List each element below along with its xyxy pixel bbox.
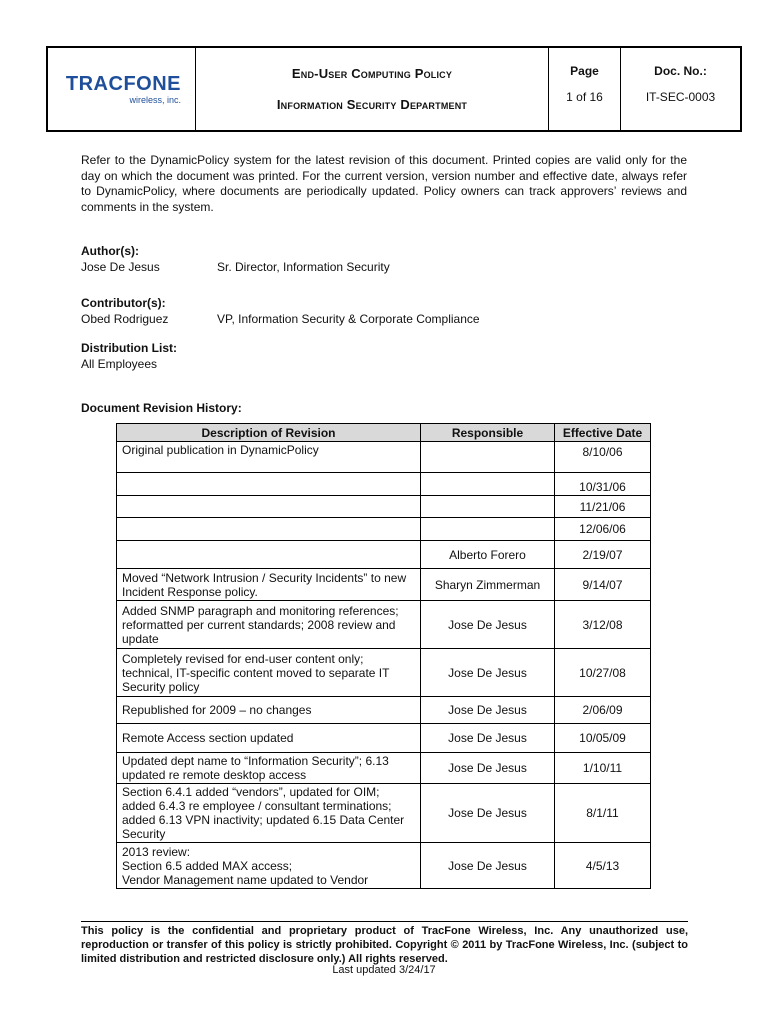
revision-date: 4/5/13 xyxy=(555,843,651,889)
revision-description xyxy=(117,541,421,569)
table-row xyxy=(117,601,651,649)
revision-responsible: Sharyn Zimmerman xyxy=(421,569,555,601)
logo xyxy=(48,48,196,130)
author-title: Sr. Director, Information Security xyxy=(217,260,390,274)
revision-responsible: Jose De Jesus xyxy=(421,724,555,753)
docno-cell xyxy=(621,48,740,130)
revision-responsible: Jose De Jesus xyxy=(421,649,555,697)
revision-date: 11/21/06 xyxy=(555,496,651,518)
table-row xyxy=(117,649,651,697)
distribution-label: Distribution List: xyxy=(81,341,177,355)
revision-history-title: Document Revision History: xyxy=(81,401,242,415)
revision-description: 2013 review: Section 6.5 added MAX access; Vendor Management name updated to Vendor xyxy=(117,843,421,889)
table-row xyxy=(117,541,651,569)
revision-date: 8/1/11 xyxy=(555,784,651,843)
contributors-label: Contributor(s): xyxy=(81,296,166,310)
column-header: Responsible xyxy=(421,424,555,442)
last-updated: Last updated 3/24/17 xyxy=(332,964,436,976)
revision-date: 9/14/07 xyxy=(555,569,651,601)
revision-responsible xyxy=(421,518,555,541)
revision-date: 10/27/08 xyxy=(555,649,651,697)
page-label: Page xyxy=(570,64,599,78)
author-name: Jose De Jesus xyxy=(81,260,160,274)
logo-subtext: wireless, inc. xyxy=(129,95,181,105)
table-row xyxy=(117,724,651,753)
table-row xyxy=(117,518,651,541)
contributor-row xyxy=(81,312,480,326)
revision-responsible: Alberto Forero xyxy=(421,541,555,569)
revision-date: 10/31/06 xyxy=(555,473,651,496)
footer-divider xyxy=(81,921,688,922)
revision-date: 2/19/07 xyxy=(555,541,651,569)
table-row xyxy=(117,496,651,518)
revision-description: Moved “Network Intrusion / Security Incidents” to new Incident Response policy. xyxy=(117,569,421,601)
page-number: 1 of 16 xyxy=(566,90,603,104)
document-header xyxy=(46,46,742,132)
contributor-name: Obed Rodriguez xyxy=(81,312,169,326)
revision-description xyxy=(117,496,421,518)
author-row xyxy=(81,260,390,274)
distribution-value: All Employees xyxy=(81,357,158,371)
confidentiality-notice: This policy is the confidential and proprietary product of TracFone Wireless, Inc. Any unauthorized use, reproduction or transfer of this policy is strictly prohibited. Copyright © 2011 by TracFone Wireless, Inc. (subject to limited distribution and restricted disclosure only.) All rights reserved. xyxy=(81,925,688,965)
logo-text: TRACFONE xyxy=(65,73,181,95)
revision-description: Updated dept name to “Information Security”; 6.13 updated re remote desktop access xyxy=(117,753,421,784)
revision-description xyxy=(117,473,421,496)
revision-description: Republished for 2009 – no changes xyxy=(117,697,421,724)
revision-date: 10/05/09 xyxy=(555,724,651,753)
revision-responsible xyxy=(421,442,555,473)
revision-date: 12/06/06 xyxy=(555,518,651,541)
page-cell xyxy=(549,48,621,130)
revision-description: Completely revised for end-user content only; technical, IT-specific content moved to separate IT Security policy xyxy=(117,649,421,697)
table-row xyxy=(117,697,651,724)
revision-description: Original publication in DynamicPolicy xyxy=(117,442,421,473)
revision-date: 3/12/08 xyxy=(555,601,651,649)
table-row xyxy=(117,843,651,889)
revision-description: Remote Access section updated xyxy=(117,724,421,753)
revision-history-table xyxy=(116,423,651,889)
column-header: Effective Date xyxy=(555,424,651,442)
title-cell xyxy=(196,48,549,130)
intro-paragraph: Refer to the DynamicPolicy system for the latest revision of this document. Printed copies are valid only for the day on which the document was printed. For the current version, version number and effective date, always refer to DynamicPolicy, where documents are periodically updated. Policy owners can track approvers’ reviews and comments in the system. xyxy=(81,153,687,214)
column-header: Description of Revision xyxy=(117,424,421,442)
revision-date: 2/06/09 xyxy=(555,697,651,724)
revision-description: Added SNMP paragraph and monitoring references; reformatted per current standards; 2008 review and update xyxy=(117,601,421,649)
authors-label: Author(s): xyxy=(81,244,139,258)
table-row xyxy=(117,784,651,843)
document-title: End-User Computing Policy xyxy=(291,66,453,81)
revision-description xyxy=(117,518,421,541)
table-row xyxy=(117,473,651,496)
contributor-title: VP, Information Security & Corporate Compliance xyxy=(217,312,480,326)
revision-responsible: Jose De Jesus xyxy=(421,697,555,724)
table-header-row xyxy=(117,424,651,442)
revision-description: Section 6.4.1 added “vendors”, updated for OIM; added 6.4.3 re employee / consultant terminations; added 6.13 VPN inactivity; updated 6.15 Data Center Security xyxy=(117,784,421,843)
table-row xyxy=(117,753,651,784)
revision-responsible: Jose De Jesus xyxy=(421,601,555,649)
docno-value: IT-SEC-0003 xyxy=(645,90,716,104)
docno-label: Doc. No.: xyxy=(654,64,707,78)
revision-responsible: Jose De Jesus xyxy=(421,843,555,889)
table-row xyxy=(117,569,651,601)
revision-date: 8/10/06 xyxy=(555,442,651,473)
revision-responsible xyxy=(421,473,555,496)
table-row xyxy=(117,442,651,473)
revision-responsible: Jose De Jesus xyxy=(421,784,555,843)
revision-responsible xyxy=(421,496,555,518)
revision-date: 1/10/11 xyxy=(555,753,651,784)
department-name: Information Security Department xyxy=(276,97,468,112)
revision-responsible: Jose De Jesus xyxy=(421,753,555,784)
